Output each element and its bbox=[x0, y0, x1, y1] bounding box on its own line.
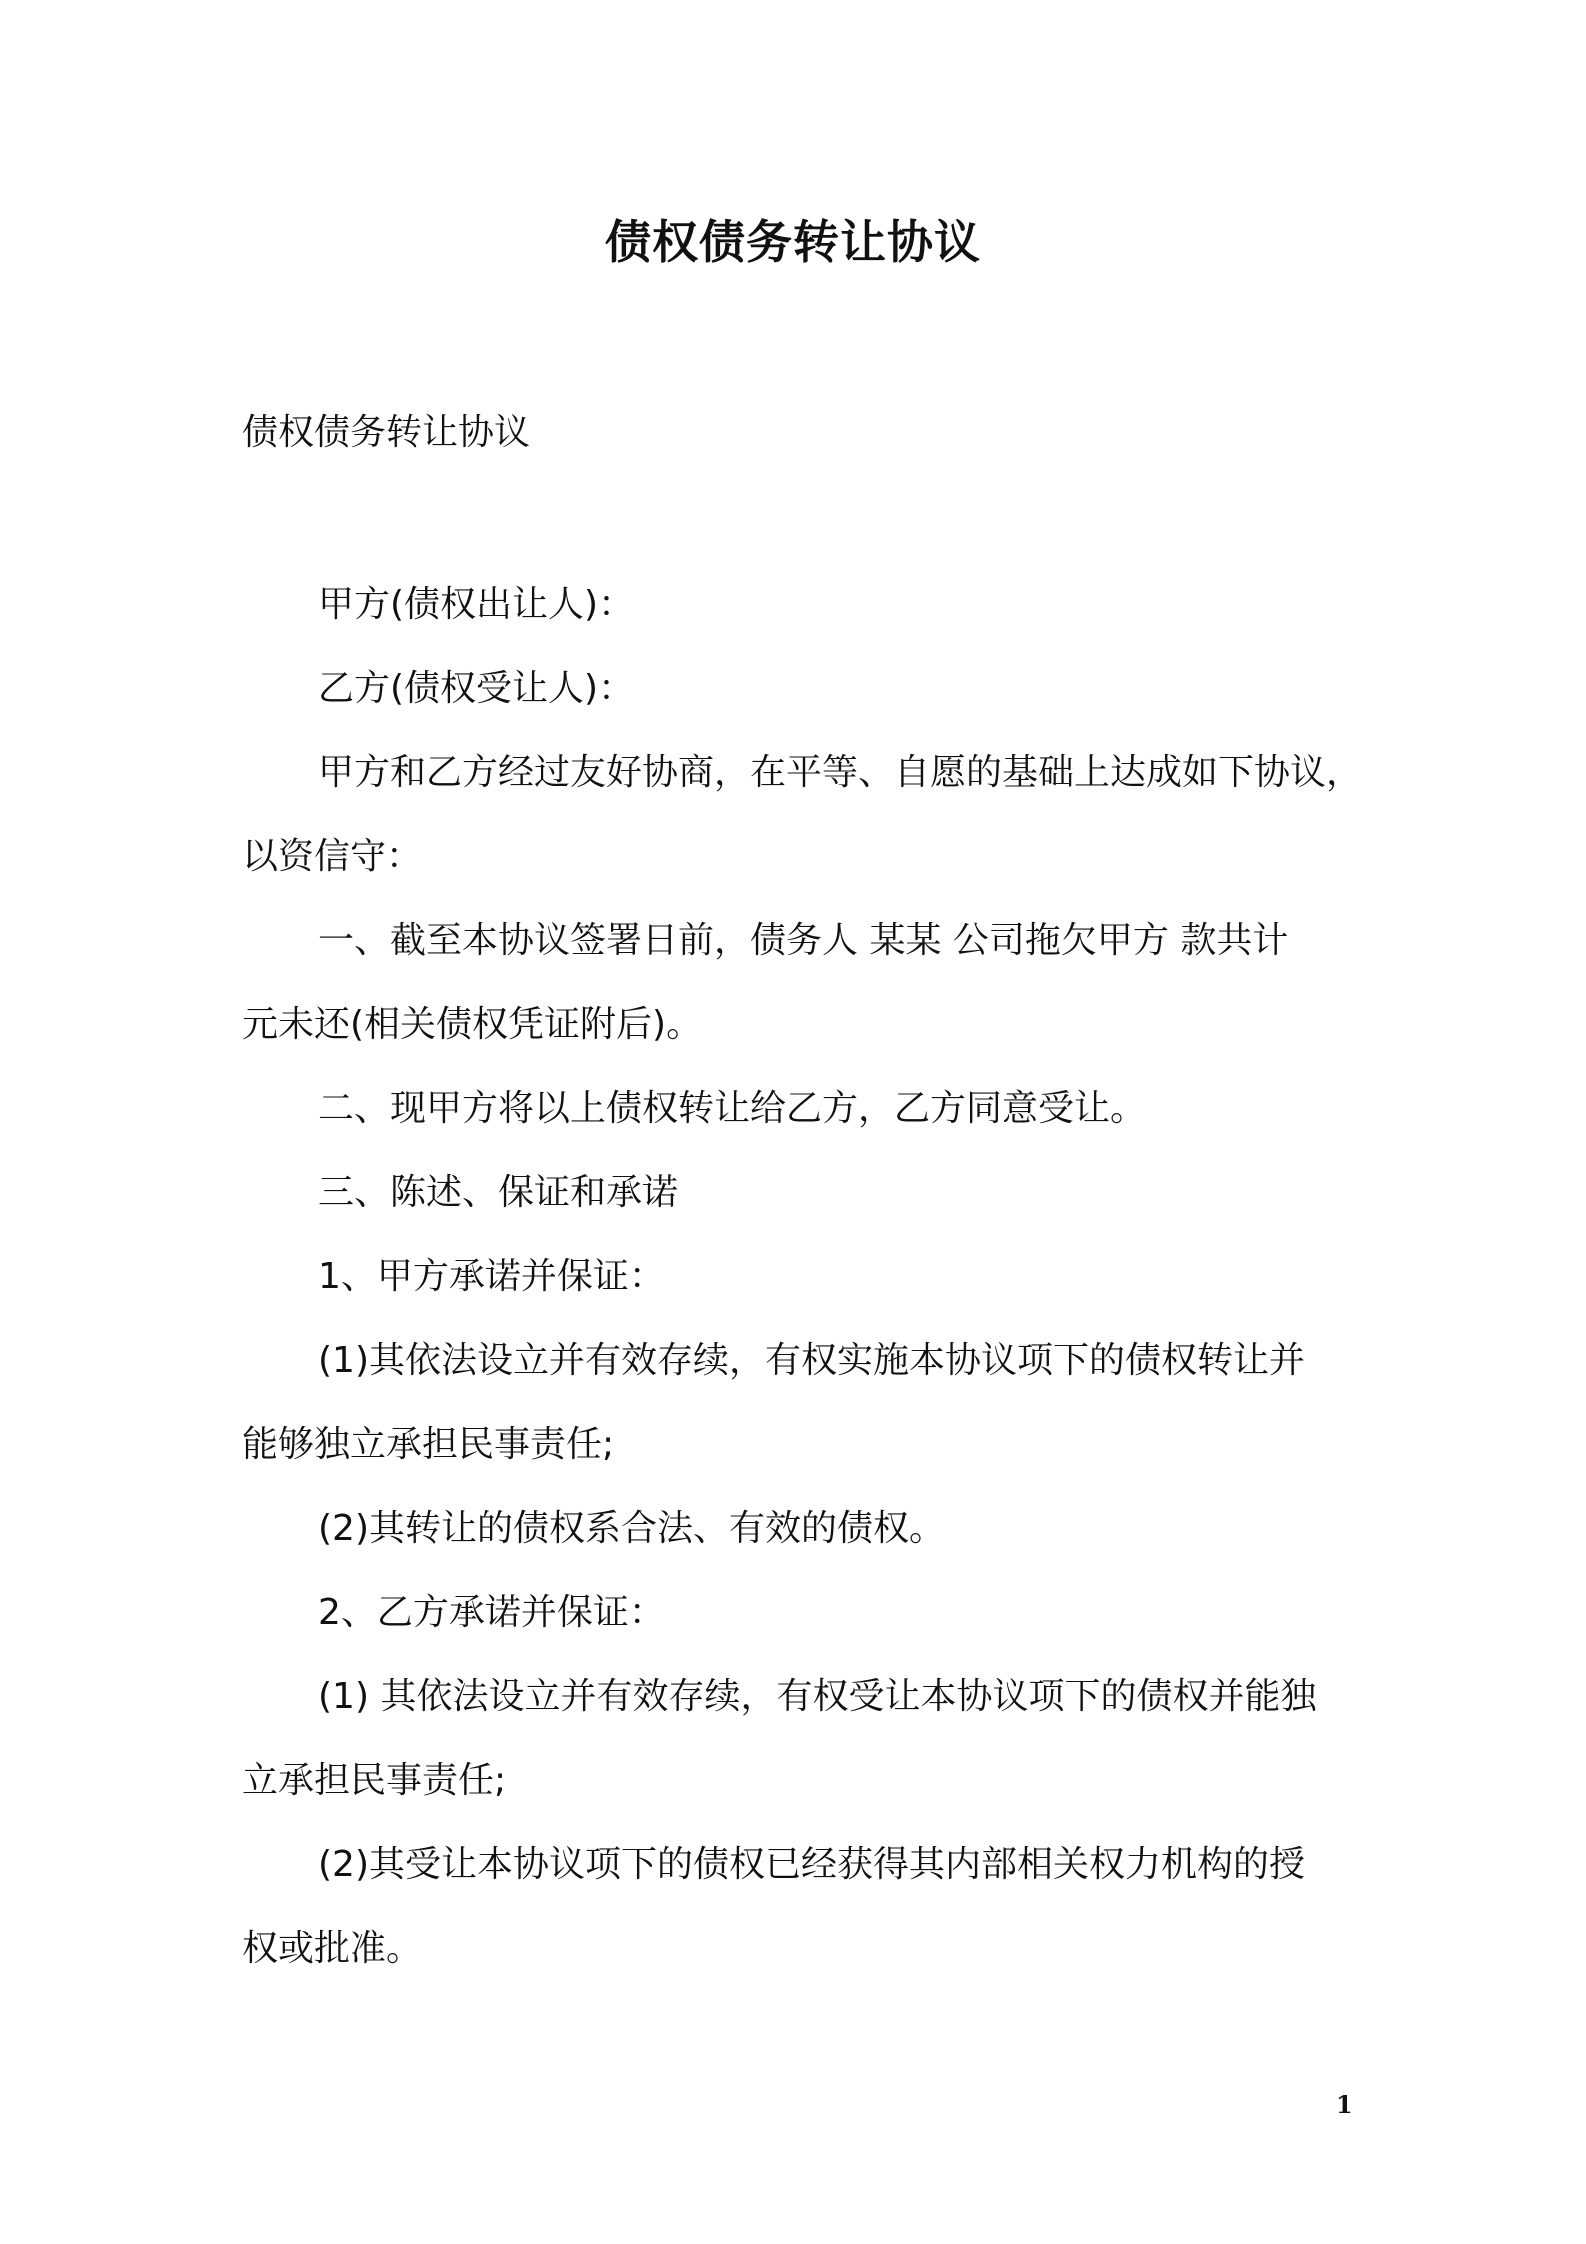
document-subtitle: 债权债务转让协议 bbox=[242, 412, 531, 453]
page-number: 1 bbox=[1336, 2090, 1353, 2119]
party-a-warranty-1-line-1: (1)其依法设立并有效存续，有权实施本协议项下的债权转让并 bbox=[318, 1340, 1305, 1381]
party-b-line: 乙方(债权受让人)： bbox=[318, 668, 635, 709]
clause-3-heading: 三、陈述、保证和承诺 bbox=[318, 1172, 679, 1213]
intro-line-2: 以资信守： bbox=[242, 836, 423, 877]
party-b-warranty-1-line-1: (1) 其依法设立并有效存续，有权受让本协议项下的债权并能独 bbox=[318, 1676, 1317, 1717]
party-b-warranty-2-line-2: 权或批准。 bbox=[242, 1928, 423, 1969]
party-a-warranty-2-line: (2)其转让的债权系合法、有效的债权。 bbox=[318, 1508, 945, 1549]
clause-1-line-2: 元未还(相关债权凭证附后)。 bbox=[242, 1004, 703, 1045]
document-title: 债权债务转让协议 bbox=[605, 215, 981, 269]
intro-line-1: 甲方和乙方经过友好协商，在平等、自愿的基础上达成如下协议， bbox=[318, 752, 1363, 793]
party-b-warranty-1-line-2: 立承担民事责任; bbox=[242, 1760, 507, 1801]
party-a-warranty-1-line-2: 能够独立承担民事责任; bbox=[242, 1424, 615, 1465]
party-b-warranty-heading: 2、乙方承诺并保证： bbox=[318, 1592, 665, 1633]
party-a-line: 甲方(债权出让人)： bbox=[318, 584, 635, 625]
clause-1-line-1: 一、截至本协议签署日前，债务人 某某 公司拖欠甲方 款共计 bbox=[318, 920, 1289, 961]
party-b-warranty-2-line-1: (2)其受让本协议项下的债权已经获得其内部相关权力机构的授 bbox=[318, 1844, 1305, 1885]
clause-2-line: 二、现甲方将以上债权转让给乙方，乙方同意受让。 bbox=[318, 1088, 1147, 1129]
party-a-warranty-heading: 1、甲方承诺并保证： bbox=[318, 1256, 665, 1297]
